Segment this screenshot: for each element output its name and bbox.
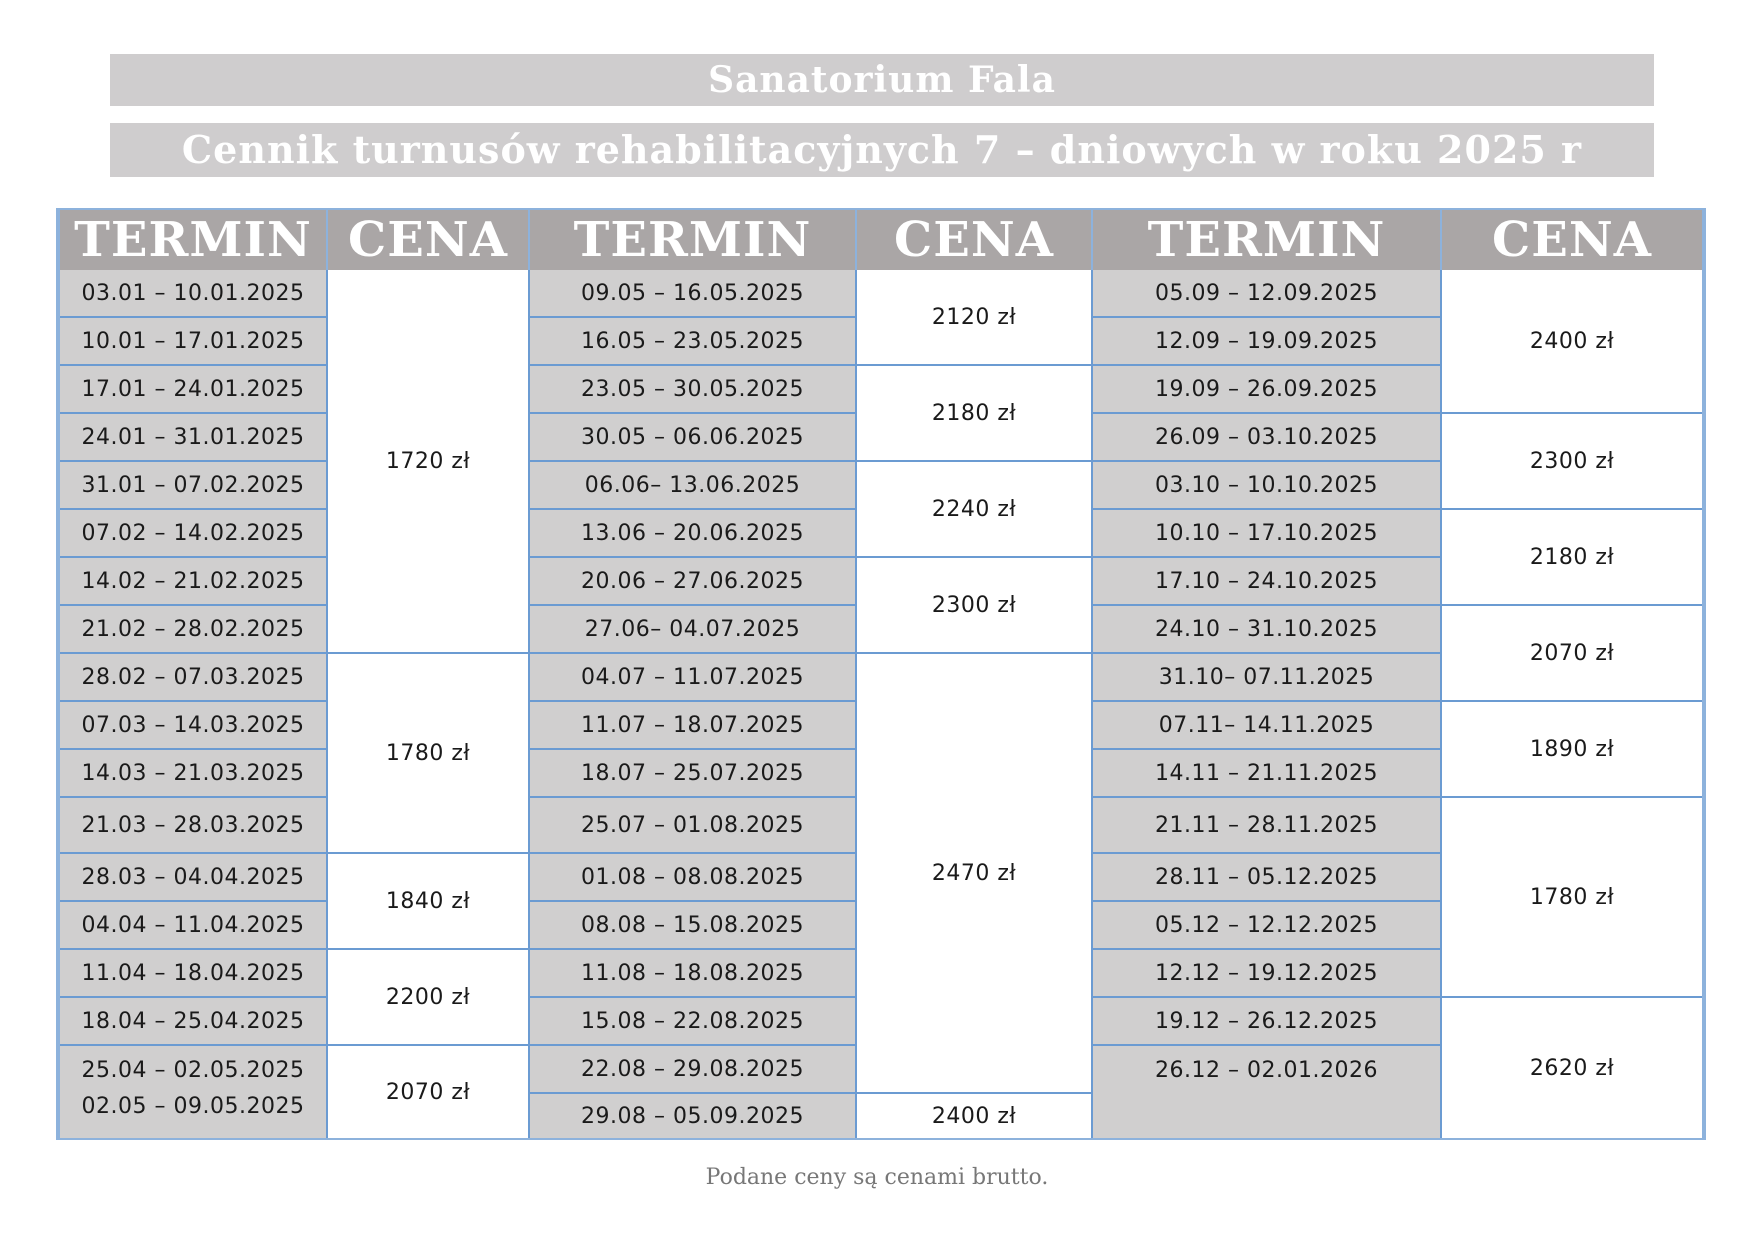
term-cell: 29.08 – 05.09.2025 bbox=[530, 1094, 857, 1138]
term-cell: 09.05 – 16.05.2025 bbox=[530, 270, 857, 318]
price-cell: 1780 zł bbox=[1442, 798, 1702, 998]
term-cell: 19.12 – 26.12.2025 bbox=[1093, 998, 1442, 1046]
term-cell: 16.05 – 23.05.2025 bbox=[530, 318, 857, 366]
term-cell: 11.07 – 18.07.2025 bbox=[530, 702, 857, 750]
price-cell: 1890 zł bbox=[1442, 702, 1702, 798]
price-cell: 2400 zł bbox=[1442, 270, 1702, 414]
term-cell: 23.05 – 30.05.2025 bbox=[530, 366, 857, 414]
term-cell: 19.09 – 26.09.2025 bbox=[1093, 366, 1442, 414]
term-cell: 22.08 – 29.08.2025 bbox=[530, 1046, 857, 1094]
term-cell: 21.11 – 28.11.2025 bbox=[1093, 798, 1442, 854]
term-cell: 07.02 – 14.02.2025 bbox=[60, 510, 328, 558]
term-cell: 28.03 – 04.04.2025 bbox=[60, 854, 328, 902]
term-cell: 14.11 – 21.11.2025 bbox=[1093, 750, 1442, 798]
term-cell: 18.04 – 25.04.2025 bbox=[60, 998, 328, 1046]
term-cell: 10.10 – 17.10.2025 bbox=[1093, 510, 1442, 558]
price-cell: 1780 zł bbox=[328, 654, 530, 854]
term-cell: 17.01 – 24.01.2025 bbox=[60, 366, 328, 414]
term-cell: 03.01 – 10.01.2025 bbox=[60, 270, 328, 318]
price-cell: 2070 zł bbox=[1442, 606, 1702, 702]
price-cell: 2620 zł bbox=[1442, 998, 1702, 1138]
price-cell: 1840 zł bbox=[328, 854, 530, 950]
header-termin-3: TERMIN bbox=[1093, 210, 1442, 270]
term-cell: 28.11 – 05.12.2025 bbox=[1093, 854, 1442, 902]
price-cell: 1720 zł bbox=[328, 270, 530, 654]
page-title: Sanatorium Fala bbox=[110, 54, 1654, 106]
price-cell: 2180 zł bbox=[857, 366, 1093, 462]
price-cell: 2400 zł bbox=[857, 1094, 1093, 1138]
term-cell: 04.04 – 11.04.2025 bbox=[60, 902, 328, 950]
term-cell: 04.07 – 11.07.2025 bbox=[530, 654, 857, 702]
term-cell: 11.08 – 18.08.2025 bbox=[530, 950, 857, 998]
price-cell: 2300 zł bbox=[857, 558, 1093, 654]
term-cell: 10.01 – 17.01.2025 bbox=[60, 318, 328, 366]
term-cell: 11.04 – 18.04.2025 bbox=[60, 950, 328, 998]
term-cell: 28.02 – 07.03.2025 bbox=[60, 654, 328, 702]
term-cell: 24.01 – 31.01.2025 bbox=[60, 414, 328, 462]
price-table bbox=[56, 208, 1706, 1140]
term-cell: 14.03 – 21.03.2025 bbox=[60, 750, 328, 798]
price-cell: 2300 zł bbox=[1442, 414, 1702, 510]
header-cena-3: CENA bbox=[1442, 210, 1702, 270]
term-cell: 27.06– 04.07.2025 bbox=[530, 606, 857, 654]
term-cell: 12.12 – 19.12.2025 bbox=[1093, 950, 1442, 998]
term-cell: 07.03 – 14.03.2025 bbox=[60, 702, 328, 750]
term-cell: 01.08 – 08.08.2025 bbox=[530, 854, 857, 902]
term-cell: 31.01 – 07.02.2025 bbox=[60, 462, 328, 510]
term-cell: 02.05 – 09.05.2025 bbox=[60, 1094, 328, 1138]
term-cell: 21.02 – 28.02.2025 bbox=[60, 606, 328, 654]
term-cell: 06.06– 13.06.2025 bbox=[530, 462, 857, 510]
term-cell: 14.02 – 21.02.2025 bbox=[60, 558, 328, 606]
term-cell: 15.08 – 22.08.2025 bbox=[530, 998, 857, 1046]
price-cell: 2180 zł bbox=[1442, 510, 1702, 606]
header-termin-2: TERMIN bbox=[530, 210, 857, 270]
term-cell: 03.10 – 10.10.2025 bbox=[1093, 462, 1442, 510]
term-cell: 24.10 – 31.10.2025 bbox=[1093, 606, 1442, 654]
term-cell: 17.10 – 24.10.2025 bbox=[1093, 558, 1442, 606]
price-cell: 2070 zł bbox=[328, 1046, 530, 1138]
term-cell: 12.09 – 19.09.2025 bbox=[1093, 318, 1442, 366]
term-cell: 07.11– 14.11.2025 bbox=[1093, 702, 1442, 750]
term-cell: 20.06 – 27.06.2025 bbox=[530, 558, 857, 606]
footer-note: Podane ceny są cenami brutto. bbox=[705, 1165, 1049, 1190]
page-subtitle: Cennik turnusów rehabilitacyjnych 7 – dniowych w roku 2025 r bbox=[110, 123, 1654, 177]
header-cena-1: CENA bbox=[328, 210, 530, 270]
term-cell: 05.12 – 12.12.2025 bbox=[1093, 902, 1442, 950]
term-cell: 26.12 – 02.01.2026 bbox=[1093, 1046, 1442, 1138]
header-termin-1: TERMIN bbox=[60, 210, 328, 270]
term-cell: 05.09 – 12.09.2025 bbox=[1093, 270, 1442, 318]
term-cell: 08.08 – 15.08.2025 bbox=[530, 902, 857, 950]
term-cell: 21.03 – 28.03.2025 bbox=[60, 798, 328, 854]
term-cell: 26.09 – 03.10.2025 bbox=[1093, 414, 1442, 462]
price-cell: 2470 zł bbox=[857, 654, 1093, 1094]
term-cell: 18.07 – 25.07.2025 bbox=[530, 750, 857, 798]
header-cena-2: CENA bbox=[857, 210, 1093, 270]
price-cell: 2240 zł bbox=[857, 462, 1093, 558]
term-cell: 25.04 – 02.05.2025 bbox=[60, 1046, 328, 1138]
term-cell: 25.07 – 01.08.2025 bbox=[530, 798, 857, 854]
term-cell: 31.10– 07.11.2025 bbox=[1093, 654, 1442, 702]
term-cell: 13.06 – 20.06.2025 bbox=[530, 510, 857, 558]
price-cell: 2120 zł bbox=[857, 270, 1093, 366]
term-cell: 30.05 – 06.06.2025 bbox=[530, 414, 857, 462]
price-cell: 2200 zł bbox=[328, 950, 530, 1046]
